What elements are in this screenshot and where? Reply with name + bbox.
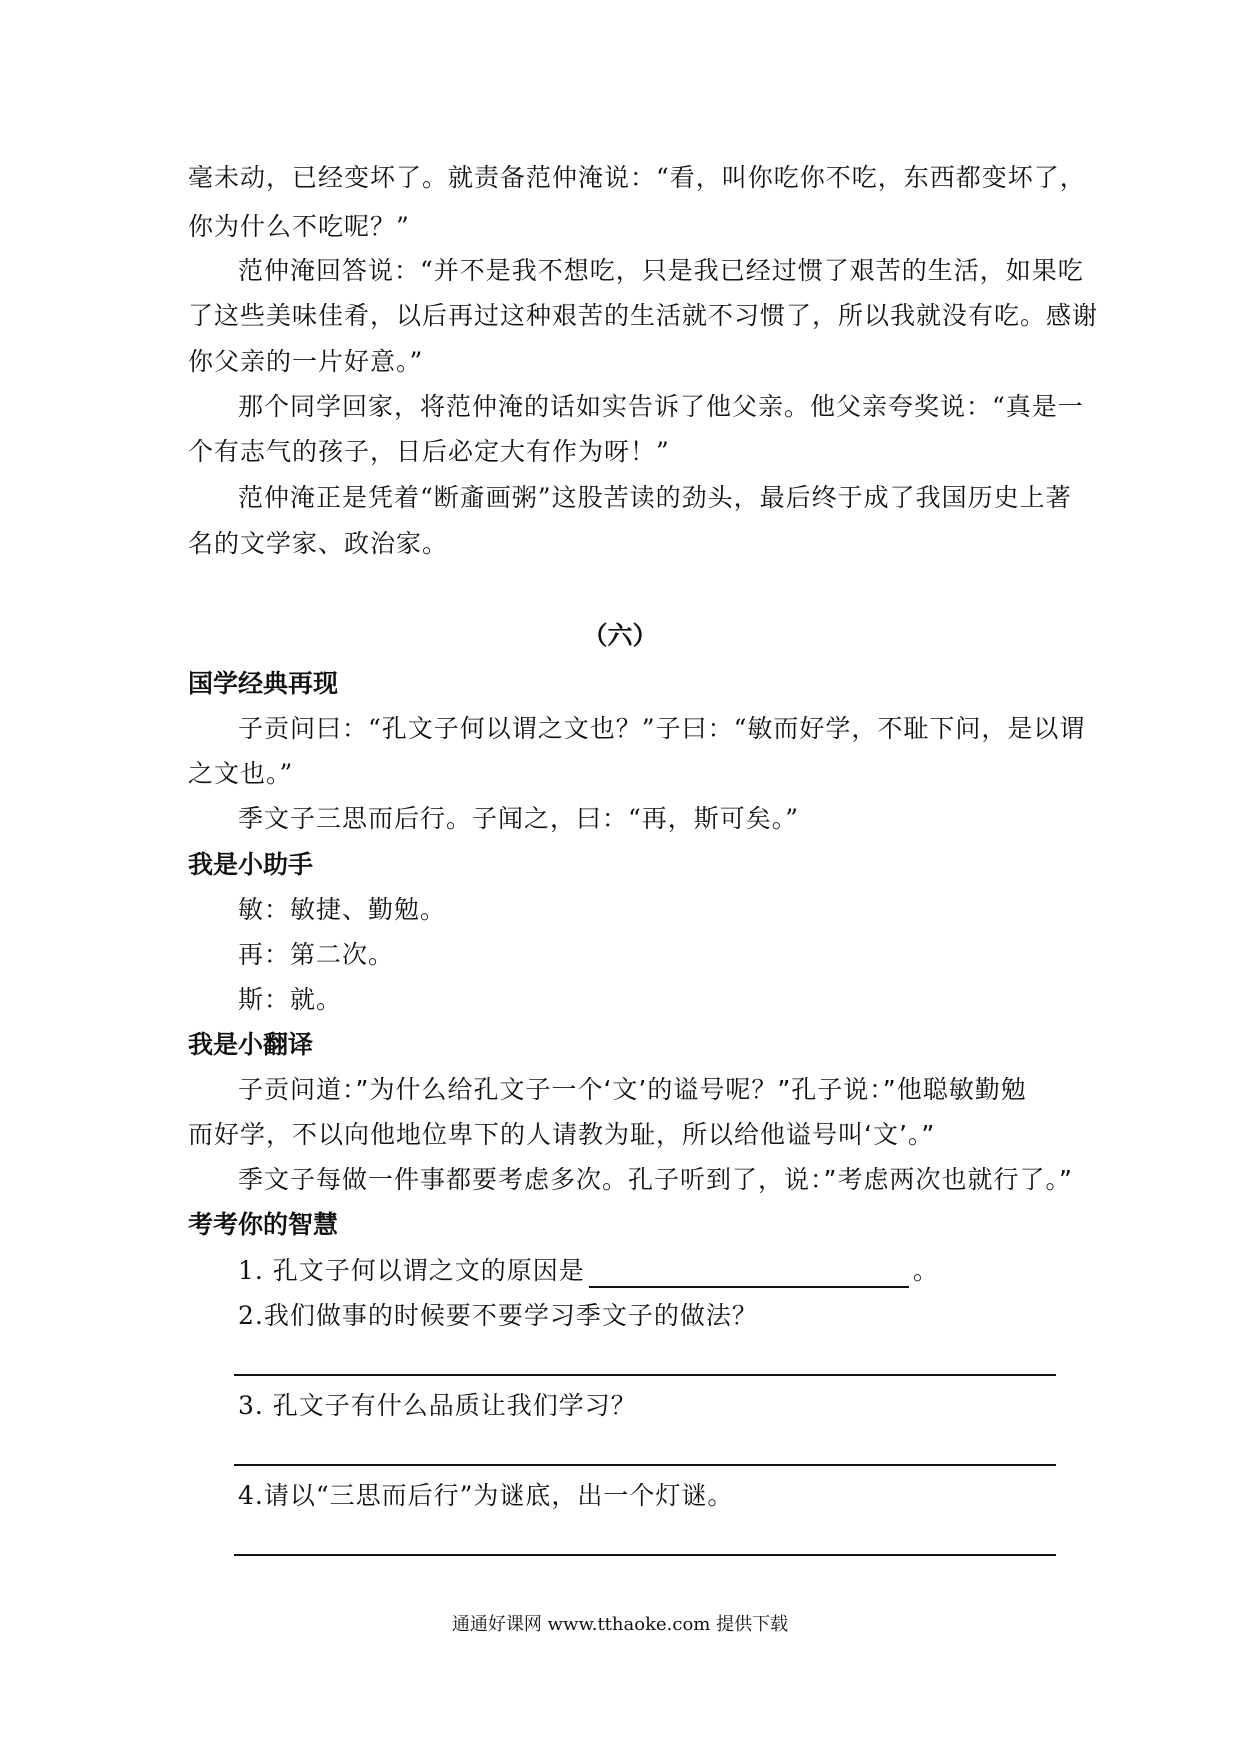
translate-line: 而好学，不以向他地位卑下的人请教为耻，所以给他谥号叫‘文’。” [188,1120,936,1149]
quiz-question-2: 2.我们做事的时候要不要学习季文子的做法？ [238,1301,758,1330]
story-line: 范仲淹回答说：“并不是我不想吃，只是我已经过惯了艰苦的生活，如果吃 [238,256,1084,285]
helper-item: 敏：敏捷、勤勉。 [238,895,447,924]
helper-item: 再：第二次。 [238,940,395,969]
page-footer: 通通好课网 www.tthaoke.com 提供下载 [451,1614,789,1635]
quiz-question-4: 4.请以“三思而后行”为谜底，出一个灯谜。 [238,1481,734,1510]
classic-line: 之文也。” [188,759,294,788]
story-line: 了这些美味佳肴，以后再过这种艰苦的生活就不习惯了，所以我就没有吃。感谢 [188,301,1099,330]
quiz-question-1-end: 。 [912,1256,939,1285]
story-line: 个有志气的孩子，日后必定大有作为呀！” [188,437,670,466]
helper-item: 斯：就。 [238,985,343,1014]
answer-line-3[interactable] [234,1464,1056,1466]
quiz-question-3: 3. 孔文子有什么品质让我们学习？ [238,1391,637,1420]
answer-line-4[interactable] [234,1554,1056,1556]
translate-heading: 我是小翻译 [188,1030,314,1059]
story-line: 名的文学家、政治家。 [188,529,449,558]
story-line: 毫未动，已经变坏了。就责备范仲淹说：“看，叫你吃你不吃，东西都变坏了， [188,163,1086,192]
section-number: （六） [582,621,658,650]
story-line: 那个同学回家，将范仲淹的话如实告诉了他父亲。他父亲夸奖说：“真是一 [238,392,1084,421]
story-line: 范仲淹正是凭着“断齑画粥”这股苦读的劲头，最后终于成了我国历史上著 [238,483,1072,512]
quiz-heading: 考考你的智慧 [188,1210,339,1239]
classic-line: 子贡问曰：“孔文子何以谓之文也？”子曰：“敏而好学，不耻下问，是以谓 [238,714,1086,743]
story-line: 你父亲的一片好意。” [188,347,424,376]
classic-heading: 国学经典再现 [188,669,339,698]
helper-heading: 我是小助手 [188,850,314,879]
translate-line: 子贡问道：”为什么给孔文子一个‘文’的谥号呢？”孔子说：”他聪敏勤勉 [238,1075,1027,1104]
story-line: 你为什么不吃呢？” [188,212,410,241]
quiz-question-1 [238,1254,1068,1288]
answer-line-2[interactable] [234,1374,1056,1376]
quiz-question-1-text: 1. 孔文子何以谓之文的原因是 [238,1256,585,1285]
answer-blank-1[interactable] [589,1258,909,1288]
translate-line: 季文子每做一件事都要考虑多次。孔子听到了，说：”考虑两次也就行了。” [238,1165,1073,1194]
classic-line: 季文子三思而后行。子闻之，曰：“再，斯可矣。” [238,804,800,833]
